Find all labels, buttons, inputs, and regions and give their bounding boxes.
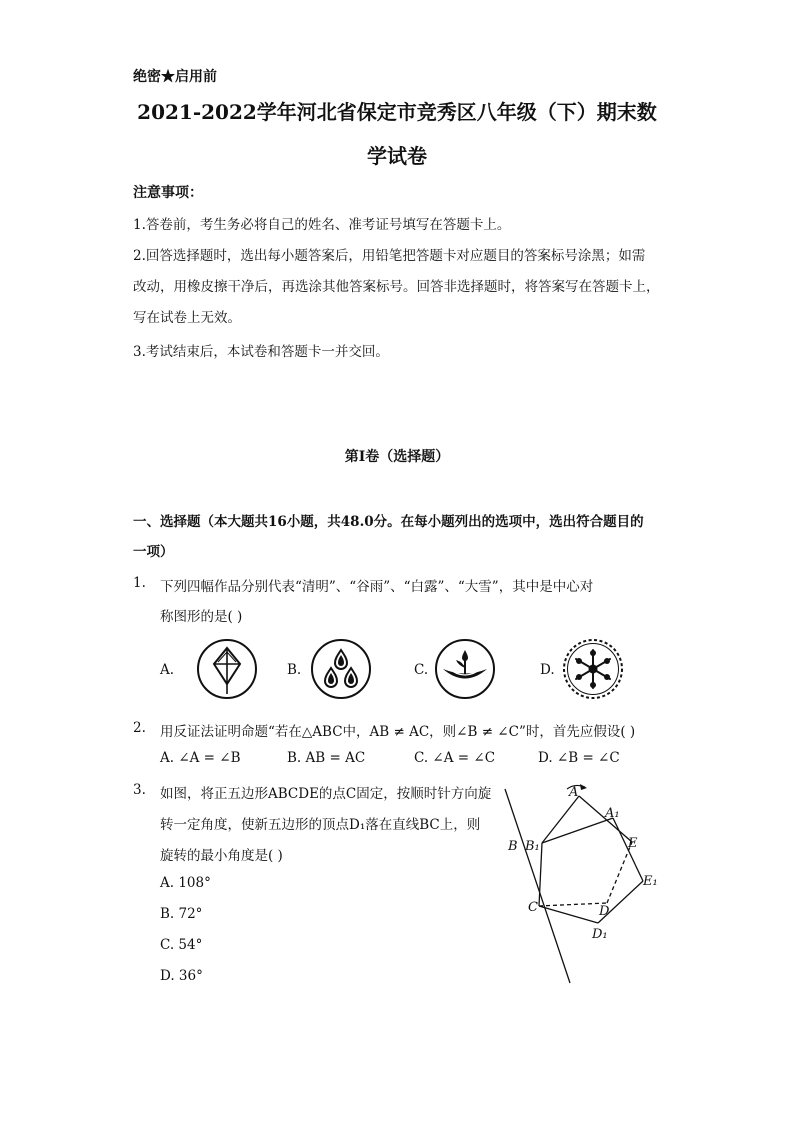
- snowflake-emblem-icon: [562, 638, 624, 700]
- notice-line-3: 改动，用橡皮擦干净后，再选涂其他答案标号。回答非选择题时，将答案写在答题卡上，: [133, 279, 660, 295]
- section-heading-line2: 一项）: [133, 544, 174, 560]
- question-2-number: 2.: [133, 720, 146, 736]
- question-3-text-line1: 如图，将正五边形ABCDE的点C固定，按顺时针方向旋: [160, 786, 492, 802]
- section-title: 第Ⅰ卷（选择题）: [344, 449, 450, 465]
- label-e: E: [628, 836, 638, 851]
- question-2-option-d[interactable]: D. ∠B = ∠C: [538, 750, 620, 766]
- question-3-option-a[interactable]: A. 108°: [160, 875, 211, 891]
- question-1-option-a[interactable]: A.: [160, 662, 175, 678]
- dew-leaf-emblem-icon: [434, 638, 496, 700]
- page-title-line1: 2021-2022学年河北省保定市竞秀区八年级（下）期末数: [137, 100, 657, 124]
- question-1-option-b[interactable]: B.: [287, 662, 302, 678]
- water-drops-emblem-icon: [310, 638, 372, 700]
- question-1-text-line2: 称图形的是( ): [160, 609, 243, 625]
- line-bc: [505, 789, 570, 983]
- notice-line-5: 3.考试结束后，本试卷和答题卡一并交回。: [133, 344, 389, 360]
- question-2-option-a[interactable]: A. ∠A = ∠B: [160, 750, 241, 766]
- notice-line-4: 写在试卷上无效。: [133, 310, 241, 326]
- question-1-text-line1: 下列四幅作品分别代表“清明”、“谷雨”、“白露”、“大雪”，其中是中心对: [160, 579, 594, 595]
- label-b: B: [508, 839, 518, 854]
- question-3-option-c[interactable]: C. 54°: [160, 937, 203, 953]
- question-1-option-c[interactable]: C.: [414, 662, 429, 678]
- question-3-text-line3: 旋转的最小角度是( ): [160, 848, 283, 864]
- section-heading-line1: 一、选择题（本大题共16小题，共48.0分。在每小题列出的选项中，选出符合题目的: [133, 514, 644, 530]
- label-e1: E₁: [643, 874, 658, 889]
- label-c: C: [528, 900, 538, 915]
- notice-heading: 注意事项：: [133, 185, 203, 201]
- question-1-option-d[interactable]: D.: [540, 662, 555, 678]
- question-2-text: 用反证法证明命题“若在△ABC中，AB ≠ AC，则∠B ≠ ∠C”时，首先应假设( ): [160, 724, 636, 740]
- confidential-mark: 绝密★启用前: [133, 69, 217, 85]
- question-3-text-line2: 转一定角度，使新五边形的顶点D₁落在直线BC上，则: [160, 817, 481, 833]
- label-b1: B₁: [525, 839, 540, 854]
- label-d1: D₁: [592, 927, 608, 942]
- question-3-option-d[interactable]: D. 36°: [160, 968, 203, 984]
- label-a: A: [569, 785, 579, 800]
- label-d: D: [599, 904, 610, 919]
- notice-line-1: 1.答卷前，考生务必将自己的姓名、准考证号填写在答题卡上。: [133, 217, 511, 233]
- kite-emblem-icon: [196, 638, 258, 700]
- label-a1: A₁: [605, 806, 620, 821]
- page-title-line2: 学试卷: [367, 144, 427, 168]
- question-3-option-b[interactable]: B. 72°: [160, 906, 203, 922]
- question-2-option-b[interactable]: B. AB = AC: [287, 750, 366, 766]
- question-2-option-c[interactable]: C. ∠A = ∠C: [414, 750, 496, 766]
- pentagon-rotation-figure: [495, 775, 670, 990]
- notice-line-2: 2.回答选择题时，选出每小题答案后，用铅笔把答题卡对应题目的答案标号涂黑；如需: [133, 248, 646, 264]
- question-3-number: 3.: [133, 782, 146, 798]
- question-1-number: 1.: [133, 575, 146, 591]
